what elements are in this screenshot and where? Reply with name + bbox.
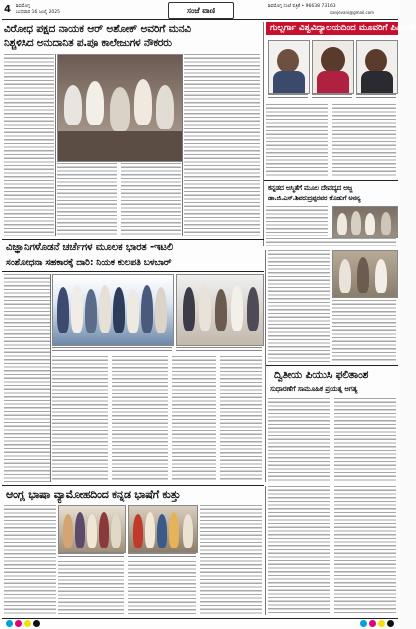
registration-mark-cyan	[6, 620, 13, 627]
lead-col-1	[4, 54, 54, 236]
science-col-4	[172, 356, 216, 482]
header-right-line1: ಶಿವಮೊಗ್ಗ ಸಂಜೆ ಪತ್ರಿಕೆ • 96638 73163	[268, 4, 336, 9]
lead-col-3	[121, 163, 181, 235]
registration-mark-yellow	[24, 620, 31, 627]
lead-headline-line1: ವಿರೋಧ ಪಕ್ಷದ ನಾಯಕ ಆರ್ ಅಶೋಕ್ ಅವರಿಗೆ ಮನವಿ	[4, 23, 191, 35]
gulbarga-col-2	[332, 104, 396, 176]
phd-photo-2	[312, 40, 354, 94]
english-photo-1	[58, 505, 126, 553]
puc-intro-col-2	[332, 300, 396, 362]
science-photo-2	[176, 274, 264, 346]
registration-mark-cyan-right	[360, 620, 367, 627]
puc-intro-col-1	[268, 250, 330, 362]
page-number: 4	[4, 4, 11, 15]
masthead-title: ಸಂಜೆ ವಾಣಿ	[186, 6, 216, 15]
science-col-5	[220, 356, 262, 482]
science-headline-line2: ಸಂಶೋಧನಾ ಸಹಕಾರಕ್ಕೆ ದಾರಿ: ನಿಯಕ ಕುಲಪತಿ ಬಳಬಾರ್	[6, 257, 172, 268]
lead-photo	[57, 54, 183, 162]
puc-photo	[332, 250, 398, 298]
registration-mark-magenta-right	[369, 620, 376, 627]
masthead-logo	[168, 2, 234, 19]
registration-mark-black-right	[387, 620, 394, 627]
registration-mark-black	[33, 620, 40, 627]
english-col-2	[58, 561, 124, 615]
english-col-1	[4, 505, 56, 615]
header-left-line2: ಬುಧವಾರ 16 ಜುಲೈ 2025	[16, 10, 61, 15]
puc-col-2	[334, 398, 396, 482]
english-photo-2	[128, 505, 198, 553]
english-col-4	[200, 505, 262, 615]
puc-headline-line2: ಸುಧಾರಣೆಗೆ ಸಾಮೂಹಿಕ ಪ್ರಯತ್ನ ಅಗತ್ಯ	[270, 384, 358, 393]
english-col-3	[128, 561, 196, 615]
puc-col-1	[268, 398, 330, 482]
science-headline-line1: ವಿಜ್ಞಾನಿಗಳೊಡನೆ ಚರ್ಚೆಗಳ ಮೂಲಕ ಭಾರತ -ಇಟಲಿ	[6, 242, 174, 253]
phd-photo-3	[356, 40, 398, 94]
header-right-line2: sanjevani@gmail.com	[330, 10, 375, 15]
kannada-headline-line1: ಕನ್ನಡದ ಅಸ್ಮಿತೆಗೆ ಮೂಲ ದೇವದ್ಯದ ಅಜ್ಜ	[268, 184, 353, 192]
lead-headline-line2: ನಿಶ್ಚಳಿಸಿದ ಅನುದಾನಿತ ಪ.ಪೂ ಕಾಲೇಜುಗಳ ನೌಕರರು	[4, 37, 172, 49]
science-photo	[52, 274, 174, 346]
registration-mark-magenta	[15, 620, 22, 627]
registration-mark-yellow-right	[378, 620, 385, 627]
gulbarga-headline: ಗುಲ್ಬರ್ಗಾ ವಿಶ್ವವಿದ್ಯಾಲಯದಿಂದ ಮೂವರಿಗೆ ಪಿಎಚ್‌ಡಿ	[266, 22, 398, 35]
science-col-2	[52, 356, 108, 482]
kannada-col-1	[266, 206, 328, 236]
header-left-line1: ಶಿವಮೊಗ್ಗ	[16, 4, 30, 9]
header-rule	[2, 19, 398, 20]
phd-photo-1	[268, 40, 310, 94]
science-col-1	[4, 274, 50, 482]
kannada-photo	[332, 206, 398, 238]
puc-col-3	[268, 486, 330, 615]
lead-col-2	[57, 163, 117, 235]
puc-headline-line1: ದ್ವಿತೀಯ ಪಿಯುಸಿ ಫಲಿತಾಂಶ	[274, 369, 369, 381]
puc-col-4	[334, 486, 396, 615]
kannada-headline-line2: ಡಾ.ಜಿ.ಎಸ್.ಶಿವರುದ್ರಪ್ಪರವರ ಕೊಡುಗೆ ಅನನ್ಯ	[268, 194, 361, 202]
english-headline: ಆಂಗ್ಲ ಭಾಷಾ ವ್ಯಾಮೋಹದಿಂದ ಕನ್ನಡ ಭಾಷೆಗೆ ಕುತ್ತು	[6, 488, 181, 501]
science-col-3	[112, 356, 168, 482]
lead-col-4	[184, 54, 260, 236]
gulbarga-col-1	[266, 104, 328, 176]
